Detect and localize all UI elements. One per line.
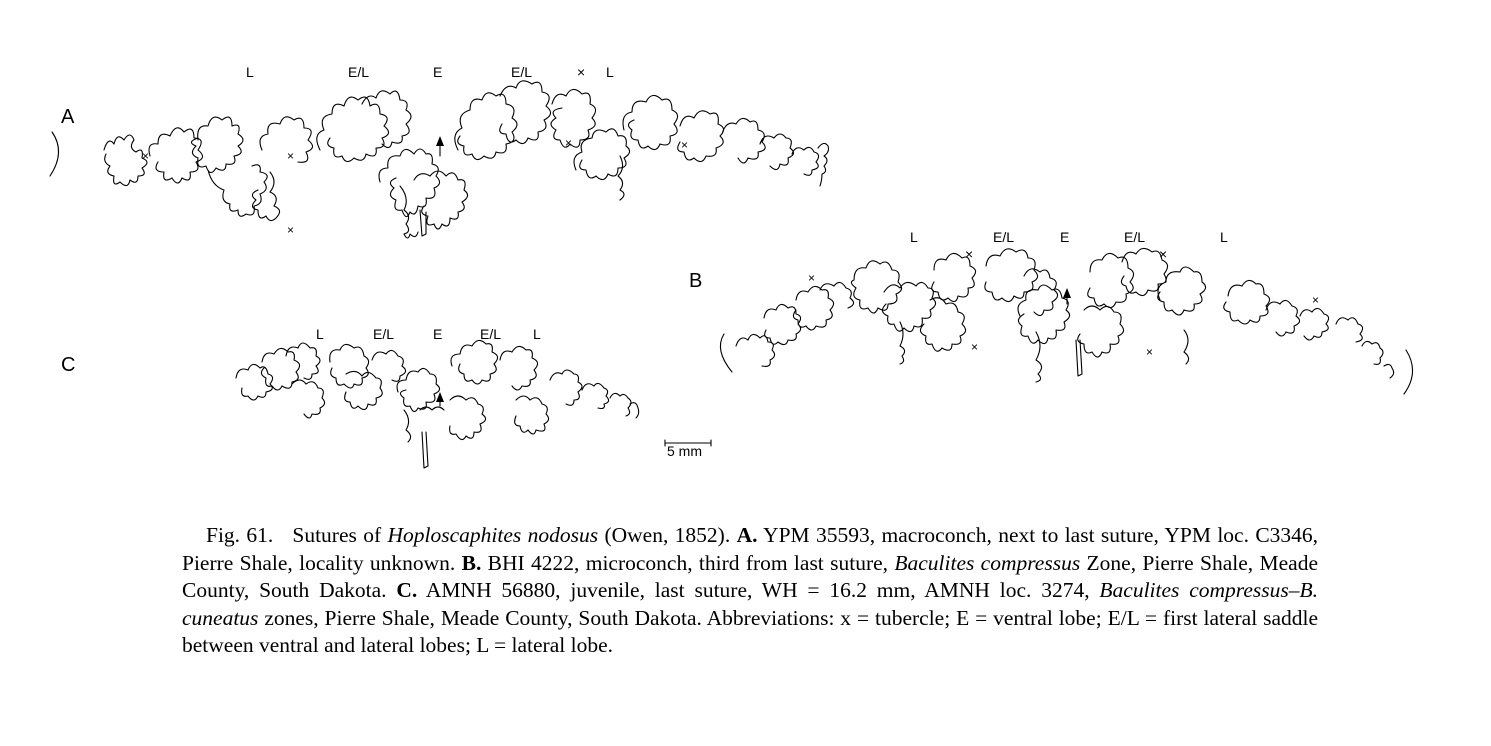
panel-b-arrow-head xyxy=(1063,288,1071,298)
panel-b-letter: B xyxy=(689,270,703,292)
panel-c-suture-line xyxy=(236,340,639,468)
panel-a-tubercle-5: × xyxy=(681,138,689,152)
panel-a-label-l-right: L xyxy=(606,64,614,80)
panel-b-label-tubercle-right: × xyxy=(1159,246,1168,262)
panel-b-label-e: E xyxy=(1060,229,1070,245)
caption-b-text: BHI 4222, microconch, third from last suture, xyxy=(481,550,895,575)
panel-a-tubercle-3: × xyxy=(287,223,295,237)
scale-bar-label: 5 mm xyxy=(667,443,702,459)
panel-a-letter: A xyxy=(61,106,75,128)
panel-c-letter: C xyxy=(61,354,76,376)
panel-c-label-el-right: E/L xyxy=(480,326,502,342)
panel-c-label-l-right: L xyxy=(533,326,541,342)
panel-a-label-el-right: E/L xyxy=(511,64,533,80)
caption-b-text-2: Zone, Pierre Shale, Meade County, South Dakota. xyxy=(182,550,1318,602)
panel-c-label-l-left: L xyxy=(316,326,324,342)
panel-a-label-e: E xyxy=(433,64,443,80)
panel-b-shell-edge-right xyxy=(1404,350,1413,394)
caption-c-text-2: zones, Pierre Shale, Meade County, South Dakota. Abbreviations: x = tubercle; E = ventral lobe; E/L = first lateral saddle between ventral and lateral lobes; L = lateral lobe. xyxy=(182,605,1318,657)
figure-caption xyxy=(182,522,1318,660)
panel-b-label-l-right: L xyxy=(1220,229,1228,245)
panel-a-label-el-left: E/L xyxy=(348,64,370,80)
panel-c-label-el-left: E/L xyxy=(373,326,395,342)
panel-a-suture-line xyxy=(104,81,829,238)
panel-b-shell-edge-left xyxy=(720,334,732,372)
panel-a-label-tubercle: × xyxy=(577,64,586,80)
panel-a-tubercle-1: × xyxy=(142,149,150,163)
panel-c-arrow-head xyxy=(436,392,444,402)
panel-a-arrow-head xyxy=(436,136,444,146)
caption-c-text: AMNH 56880, juvenile, last suture, WH = 16.2 mm, AMNH loc. 3274, xyxy=(417,578,1100,602)
panel-b-tubercle-1: × xyxy=(808,271,816,285)
panel-a-shell-edge xyxy=(50,132,59,176)
panel-b-suture-line xyxy=(736,248,1394,382)
caption-b-label: B. xyxy=(461,550,482,575)
caption-a-text: YPM 35593, macroconch, next to last suture, YPM loc. C3346, Pierre Shale, locality unknown. xyxy=(182,523,1319,575)
panel-a-tubercle-4: × xyxy=(565,136,573,150)
panel-b-label-l-left: L xyxy=(910,229,918,245)
panel-b-tubercle-3: × xyxy=(1146,345,1154,359)
caption-fig-number: Fig. 61. xyxy=(206,523,274,547)
panel-b-tubercle-4: × xyxy=(1312,293,1320,307)
caption-a-label: A. xyxy=(736,523,758,547)
panel-a-label-l-left: L xyxy=(246,64,254,80)
caption-c-zone: Baculites compressus–B. cuneatus xyxy=(182,578,1318,630)
panel-a-tubercle-2: × xyxy=(287,149,295,163)
panel-b-label-el-right: E/L xyxy=(1124,229,1146,245)
caption-b-zone: Baculites compressus xyxy=(894,550,1081,575)
caption-text-1: Sutures of xyxy=(292,523,388,547)
caption-text-2: (Owen, 1852). xyxy=(598,523,737,547)
panel-c-label-e: E xyxy=(433,326,443,342)
caption-species: Hoploscaphites nodosus xyxy=(387,523,599,547)
panel-b-tubercle-2: × xyxy=(971,340,979,354)
caption-c-label: C. xyxy=(396,578,418,602)
panel-b-label-tubercle-left: × xyxy=(965,246,974,262)
panel-b-label-el-left: E/L xyxy=(993,229,1015,245)
